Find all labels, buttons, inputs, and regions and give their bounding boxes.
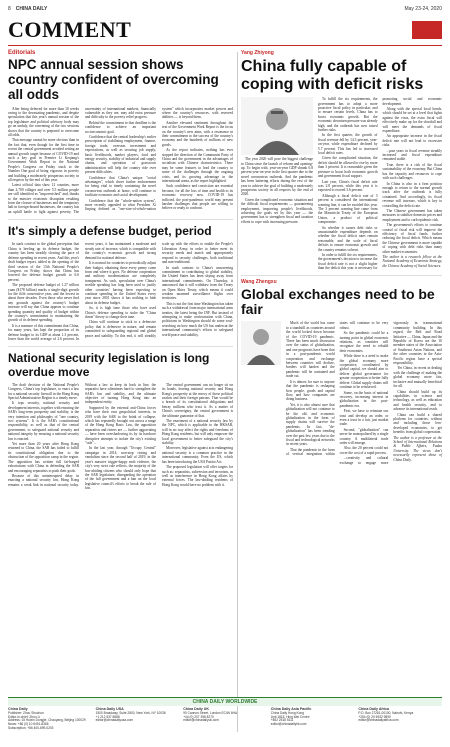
footer-line: editor@chinadailyafrica.com: [358, 718, 399, 723]
footer-line: Unit 1818, Hing Wai Centre: [270, 714, 310, 719]
paragraph: Because of this uninterrupted delay in enacting a national security law, Hong Kong remains a weak link in national security today. Without a law to keep its back in line, the separatist have oftentimes hard to strengthen the SAR's law and stability, and the ultimate objective of turning Hong Kong into an independent entity.: [8, 382, 156, 487]
paragraph: Moreover, legislative against acts endangering national security is a common practice in the international community. Even the US, which has been introducing the USA Patriot Act.: [162, 446, 233, 464]
author-note: The author is a professor at the School of International Relations & Public Affairs, Fudan University. The views don't necessarily represent those of China Daily.: [393, 435, 442, 462]
paragraph: ...creativity and cultural exchange to engage more vigorously in transnational community building. In this regard, the Belt and Road Initiative — China, Japan and the Republic of Korea are the 10 member states of the Association of Southeast Asian Nations, and the other countries in the Asia-Pacific region have a special responsibility.: [339, 321, 442, 465]
paragraph: Such confidence and conviction are essential because, for all the loss of time and health to its economic recovery now. COVID-19 has inflicted, the post-pandemic world may present harsher challenges that people are willing to believe or ready to confront.: [162, 184, 233, 211]
paragraph: The Chinese government has taken measures to stabilize domestic prices and employment and to curb epidemic risk.: [382, 208, 442, 222]
paragraph: The proposed defense budget of 1.27 trillion yuan ($178 billion) marks a single-digit growth for the fifth consecutive year, and the lowest in about three decades. Even those who never find any grounds against the country's budget increase will say that China appears to continue spending quantity and quality of budget within the country's commitment to maintaining the growth of its defense spending.: [8, 283, 79, 323]
editorial-npc: [8, 50, 233, 214]
paragraph: An appropriate increase in the fiscal deficit rate will not lead to excessive risks.: [382, 134, 442, 148]
paragraph: So the pandemic could be a turning point in global economic relations, as countries will recognize the need to rebuild their economies.: [339, 331, 389, 353]
paragraph: The year 2020 will pose the biggest challenge to China since the launch of reform and opening-up. To begin with, year-on-year GDP shrank 6.8 percent year-on-year in the first quarter due to the novel coronavirus outbreak. And the pandemic has been battering efforts during the rest of the year to achieve the goal of building a moderately prosperous society in all respects by the end of 2020.: [241, 157, 313, 197]
issue-date: May 23-24, 2020: [404, 6, 442, 12]
author-portrait: [241, 97, 313, 155]
hk-security-headline: National security legislation is long overdue move: [8, 351, 210, 379]
fiscal-headline: China fully capable of coping with deficit risks: [241, 58, 424, 93]
footer-col-head: China Daily Asia Pacific: [270, 707, 312, 711]
footer-col-head: China Daily: [8, 707, 28, 711]
top-bar: [8, 4, 442, 14]
paragraph: It is almost for sure to anyone that the pandemic is reshaping how people, goods and capital flow, and how companies are doing business.: [286, 379, 335, 402]
footer-line: P.O. Box 27281-00100, Nairobi, Kenya: [358, 710, 414, 715]
footer-col: [358, 708, 442, 731]
paragraph: China will continue to stick to a defensive policy that is defensive in nature, and remain committed to safeguarding regional and global peace and stability. To this end, it will steadily scale up with the efforts to enable the People's Liberation Army, in order to better meet its security needs and match and appropriately respond to security challenges, both traditional and non-traditional.: [85, 242, 233, 338]
footer-line: +1 212 537 8888: [95, 714, 120, 719]
footer-line: 1500 Broadway, Suite 2800, New York, NY 10036: [95, 710, 166, 715]
paragraph: After being deferred for more than 10 weeks owing to the devastating pandemic, and despite speculation that this year's annual session of the top legislature and political advisory body may go on unduly, the convening of the two sessions shows that the country is prepared to overcome all odds.: [8, 106, 79, 137]
editorial-headline: NPC annual session shows country confident of overcoming all odds: [8, 57, 219, 102]
globalization-body: [286, 321, 442, 465]
masthead-logo-tab: [412, 21, 442, 39]
paragraph: Supported by the external anti-China forces who have their own geopolitical interests, in 2019 with the SAR to the brink of collapse, which has repeatedly brought out across a range of the Hong Kong Basic Law, the opposition separatists and rioters are — further aggravating — have been overshadowing its by its hardcore disruptive attempts to isolate the city's existing "safe"...: [85, 405, 156, 446]
paragraph: That the pandemic in the form of vertical integration within states will continue to be very robust.: [286, 321, 389, 457]
fiscal-byline: Yang Zhiyong: [241, 50, 274, 56]
footer-line: Address: 15 Huixin Dongjie, Chaoyang, Beijing 100029: [8, 718, 86, 723]
defense-headline: It's simply a defense budget, period: [8, 224, 212, 239]
paper-name: CHINA DAILY: [15, 6, 48, 12]
paragraph: That message cannot be more obvious than in the fact that, even though for the first time in recent the central government avoided setting an annual growth target because of COVID-19 and such a key goal in Premier Li Keqiang's Government Work Report to the National People's Congress on Friday stuck to the Number One goal of being vigorous in poverty and building a moderately prosperous society in all respects by the end of this year.: [8, 138, 79, 183]
footer-col: [96, 708, 180, 731]
section-masthead: [8, 15, 442, 46]
footer-col-head: China Daily Africa: [358, 707, 390, 711]
column-divider: [237, 52, 238, 732]
footer-line: News: +86 (0) 10 6491-8366: [8, 722, 49, 727]
footer-line: Editor-in-chief: Zhou Li: [8, 714, 41, 719]
paragraph: Confidence that the "whole-nation system", more recently appealed to what President Xi Jinping defined as "one-size-of-whole-nation system" which incorporates market powers and where the country's resources, with reserved abilities — is beyond them.: [85, 106, 233, 212]
footer-line: 90 Cannon Street, London EC4N 6HA: [183, 710, 238, 715]
paragraph: Although a fiscal deficit rate of 3 percent is considered the international warning line, it can be avoided this year. The 3 percent warning line came from the Maastricht Treaty of the European Union, a product of political compromise.: [318, 193, 378, 225]
author-portrait-icon: [241, 97, 313, 155]
editorials-kicker: Editorials: [8, 50, 36, 56]
footer-line: +852 2518 5111: [270, 718, 294, 723]
hk-security-body: [8, 383, 233, 491]
paragraph: Confidence that China's unique "social advantages", which drove further endorsement for being vital to timely containing the novel coronavirus outbreak at home, will continue to facilitate economic and social development.: [85, 175, 156, 198]
paragraph: Given the complicated situation, the deficit should be allowed to rise by more than 3 percent. It is reasonable given the pressure to boost both economic growth and government fiscal support.: [318, 156, 378, 179]
paragraph: As the report indicates, nothing has ever stopped the direction of the Communist Party of China and the government in the advantages of socialism with Chinese characteristics. There may be some features to lead the country to some of the challenges through the ongoing crisis, and its growing advantage in the international arena, as the report highlighted.: [162, 148, 233, 184]
op-ed-fiscal: [241, 50, 442, 271]
paragraph: Yet China, in recent in dealing with the challenge of making the global economy more fair, inclusive and mutually beneficial for all.: [393, 366, 442, 389]
paragraph: It tops security, national security and development interests, together with ensuring the SAR's long-term prosperity and stability, is the very intention and philosophy of "one country, two systems". It is the SAR's constitutional responsibility, as well as that of the central government, to safeguard national security and national integrity by ensuring a national security law is enacted.: [8, 401, 79, 441]
footer-line: Subscription: +86 400-699-0203: [8, 725, 54, 730]
footer-line: Publisher: Zhou Shuchun: [8, 710, 44, 715]
paragraph: The proposed legislation will offer targets for such as: separatists, subversion and terrorism, as well as interference in Hong Kong affairs by external forces. The law-abiding residents of Hong Kong would have no problem with it.: [162, 465, 233, 487]
editorial-body: [8, 107, 233, 215]
paragraph: It is a measure of this commitment that China, for many years, has kept the proportion of its defense budget to its GDP at about 1.3 percent, lower than the world average of 2.6 percent. In recent years, it has maintained a moderate and steady rate of increase, which is compatible with the country's economic growth and strong demand for national defense.: [8, 242, 156, 341]
footer-line: +44 (0) 207 398 8270: [183, 714, 214, 719]
paragraph: The government's efforts to continue control of fiscal risk will improve the efficiency of fiscal funds, further reducing the fiscal deficit. Which means the Chinese government is more capable of coping with debt risks than many other market economies.: [382, 223, 442, 254]
footer-col: [183, 708, 267, 731]
paragraph: Another elevated sentiment throughout the text of the Government Work Report is the focus on the country's new aims, with a resonance in their commitment to the success of the country's economy and the hundreds of millions of new goods.: [162, 120, 233, 147]
paragraph: In stark contrast to the global perception that China is beefing up its defense budget, the country has been steadily slowing the pace of defense spending in recent years. And this year's draft budget report, tabled at the opening of the third session of the 13th National People's Congress on Friday, shows that China has lowered the defense budget growth to 6.6 percent.: [8, 242, 79, 282]
paragraph: So whether it causes debt risks or unsustainable expenditure depends on whether the fiscal deficit rates remain reasonable, and the scale of fiscal deficits to ensure economic growth and the country remains solvent.: [318, 225, 378, 252]
globalization-byline: Wang Zhengxu: [241, 278, 277, 285]
paragraph: Much of the world has come to a standstill as countries around the world locked down because of the COVID-19 pandemic. There has been much discussion over the status of globalization, and one prognosis have been that in a post-pandemic world cooperation and exchange between countries will decline, borders will harden and the pandemic will be contained and trade cut.: [286, 321, 335, 379]
paragraph: Confidence that the central leadership's earlier prescription of stabilizing employment, finance, foreign trade, overseas investment and expectations, as well as securing job supply, basic livelihoods, market players, food and energy security, stability of industrial and supply chains, and operation of grassroots administration will help the country ride over present difficulties.: [85, 134, 156, 175]
footer-title: CHINA DAILY WORLDWIDE: [192, 699, 258, 705]
op-ed-globalization: [241, 275, 442, 465]
footer-col: [271, 708, 355, 731]
paragraph: The enactment of a national security law by the NPC, which is applicable to the HKSAR, will in no way affect the rights and freedoms of Hong Kong residents, but will only empower the local government to better safeguard the city's stability.: [162, 419, 233, 446]
paragraph: So, it is high time those who have used China's defense spending to stoke the "China threat" theory to change their tune.: [85, 306, 156, 319]
author-portrait-icon: [241, 321, 281, 365]
footer-header: [8, 698, 442, 706]
author-note: The author is a research fellow at the National Academy of Economic Strategy, the Chinese Academy of Social Sciences.: [382, 255, 442, 268]
paragraph: Yet more than 20 years after Hong Kong returned to China, the SAR has failed to fulfill its constitutional obligation due to the obstruction of the opposition camp in the region. The opposition has written full fat-barged exhortations with China in defending the SAR and encouraging separatists to push their goals.: [8, 442, 79, 473]
footer-line: editor@chinadailyhk.com: [270, 722, 307, 727]
paragraph: The central government can no longer sit on its hands, leaving national security and Hong Kong's prosperity at the mercy of those political zealots and their foreign patrons. That would be a breach of its constitutional obligations and betray millions who trust it. As a matter of China's sovereignty, the central government is the ultimate guarantor of that.: [162, 382, 233, 418]
paragraph: The draft decision of the National People's Congress, China's top legislature, to enact a law for a national security firewall in the Hong Kong Special Administrative Region is a timely move.: [8, 382, 79, 400]
paragraph: This is not the first time Washington has taken such a withdrawal from major international arms treaties, the latest being the INF. But instead of attempting to make confrontation with China, politicians in Washington should do some soul-searching on how much the US has undercut the international community's efforts to safeguard world peace and stability.: [162, 301, 233, 337]
paragraph: Yet, it is also almost sure that globalization will not continue to be the old, and economic globalization in the form of supply chains will survive the pandemic. In fact, "de-globalization" has been trending over the past few years due to the fiscal and technological networks in recent years.: [286, 402, 335, 447]
globalization-headline: Global exchanges need to be fair: [241, 285, 435, 318]
paragraph: Given the complicated economic situation and the difficult fiscal requirements — guaranteeing employment, improving people's livelihoods, achieving the goals set by this year — the government has to strengthen fiscal and taxation efforts to cope with increasing pressure.: [241, 197, 313, 224]
paragraph: Last year, China's fiscal deficit rate was 2.8 percent, while this year it is expected to exceed 3.6 percent.: [318, 179, 378, 193]
footer-col-head: China Daily USA: [95, 707, 124, 711]
footer-grid: [8, 708, 442, 731]
paragraph: In the first quarter, the growth of fiscal revenue fell by 14.3 percent, year-on-year, while expenditure declined by 5.7 percent. This has led to increased local deficit rates.: [318, 133, 378, 156]
fiscal-body-col1: [241, 97, 313, 270]
worldwide-footer: [8, 697, 442, 744]
paragraph: Second, "globalization" can never be monopolized by a single country. A multilateral trade order will emerge.: [339, 427, 389, 445]
editorial-hk-security: [8, 346, 233, 490]
left-column: [8, 50, 233, 740]
editorial-defense: [8, 219, 233, 341]
section-title: COMMENT: [8, 17, 132, 42]
paragraph: Also, the 20 percent could not cover the cost of a rapid process.: [339, 446, 389, 455]
globalization-portrait: [241, 321, 281, 465]
footer-col: [8, 708, 92, 731]
paragraph: Some, on the basis of national recovery, increasing interest in globalization in the post-pandemic era.: [339, 390, 389, 408]
paragraph: China should build up its capabilities in science and technology, as well as education and health security, and to advance its international reach.: [393, 389, 442, 412]
footer-line: editor@chinadailyuk.com: [183, 718, 219, 723]
footer-line: +254 (0) 20 6932 9890: [358, 714, 391, 719]
footer-col-head: China Daily UK: [183, 707, 209, 711]
paragraph: China can build a shared platform for countries, without and including those less-developed economies, to get benefits from global cooperation.: [393, 412, 442, 435]
paragraph: In China is also in a firm position enough to return to the normal growth track after the outbreak is fully contained. And accordingly, its fiscal revenue will increase, which is key to controlling the deficit rate.: [382, 181, 442, 208]
paragraph: Along with the special local bonds, which should be set at a level that fights against the virus, the extra fiscal will effectively make up for the shortfall and will meet the demands of fiscal expenditure.: [382, 107, 442, 134]
paragraph: While there is a need to make the global economy more cooperative, coordinated by global capital, we should aim to deliver global governance for greater cooperation to better fully deliver. Global supply chains will continue to be reinforced.: [339, 354, 389, 390]
right-column: [241, 50, 442, 740]
paragraph: First, we have to reinstate our trust and develop an order, or even a trust in a fair, just market trade.: [339, 409, 389, 427]
fiscal-body-col2: [318, 97, 442, 270]
paragraph: Latest official data show 12 counties, more than 2,700 villages and over 5.5 million people are still identified as "impoverished" and, thanks to the massive economic disruption resulting from the closure of businesses and the temporary halt in foreign-bound businesses, the country has an uphill battle to fight against poverty. The uncertainty of international markets, financially vulnerable as they are, may add extra pressure and difficulty to the poverty relief progress.: [8, 106, 156, 214]
paragraph: It is normal for countries to periodically adjust their budget, obtaining those every penny come from and where it goes. No defense cooperation and military modernization are completely transparent. As such, speculation over China's terrible spending has long been used to justify other countries' having been expecting to continue spending in the United States every year since 2001 shows it has nothing to hide about its defense budget.: [85, 261, 156, 305]
paragraph: True, there is a risk of the fiscal sustainability of the economy. But China has the capacity and resources to cope with such challenges.: [382, 162, 442, 181]
paragraph: In stark contrast to China's unwavering commitment to contributing to global stability, the United States has been shying away from international commitments. On Thursday, it announced that it will withdraw from the Treaty on Open Skies Treaty, which means it could weaken unarmed surveillance flights over territories.: [162, 265, 233, 301]
paragraph: In the last year, through "Occupy Central" campaign in 2014, non-stop rioting and vandalism since the second half of 2019, in the year's massive trigger-happy mob violence, the city's very strict rule reflects, the majority of the law-abiding citizens who should only hope that the SAR legislature, disregarding the operation of the full government and a ban on the local legislative council's efforts to break the rule of law.: [85, 446, 156, 491]
paragraph: To fulfill the six requirements, the government has to adopt a more proactive fiscal policy in particular, and to ensure certain levels. China has to boost economic growth. But the economic downturn pressure was already high, and the outbreak has now raised further risks.: [318, 97, 378, 133]
paragraph: Behind the commitment to that deadline is the confidence to achieve an important socioeconomic goal.: [85, 120, 156, 134]
defense-body: [8, 242, 233, 341]
page-number: 8: [8, 6, 11, 12]
paragraph: ...past years in fiscal revenue steadily increased and fiscal expenditure remained stable.: [382, 148, 442, 162]
footer-line: China Daily Hong Kong: [270, 710, 304, 715]
paragraph: In order to fulfill the six requirements, the government's decision to increase the fiscal deficit rate is not a slight higher than the deficit this year is necessary for promoting social and economic development.: [318, 97, 442, 271]
footer-line: editor@chinadailyusa.com: [95, 718, 134, 723]
